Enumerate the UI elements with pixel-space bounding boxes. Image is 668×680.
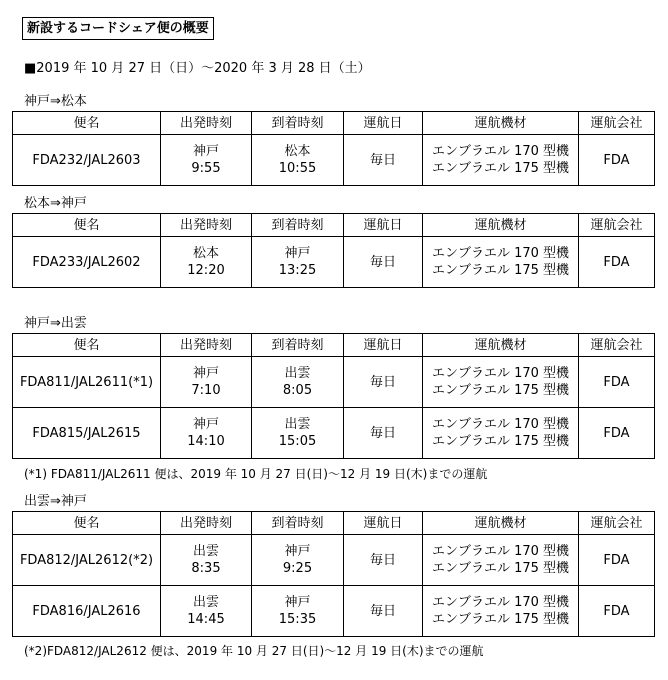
aircraft-type-1: エンブラエル 170 型機: [431, 544, 570, 559]
header-departure: 出発時刻: [161, 214, 252, 237]
departure-cell: [161, 586, 252, 637]
flight-number: FDA816/JAL2616: [13, 586, 161, 637]
departure-place: 出雲: [192, 544, 219, 559]
departure-time: 14:10: [187, 434, 225, 449]
aircraft-type-2: エンブラエル 175 型機: [431, 263, 570, 278]
arrival-time: 8:05: [282, 383, 313, 398]
header-arrival: 到着時刻: [252, 112, 344, 135]
departure-cell: [161, 535, 252, 586]
arrival-cell: [252, 408, 344, 459]
aircraft-type-2: エンブラエル 175 型機: [431, 434, 570, 449]
table-row: [13, 535, 655, 586]
route-izumo-kobe: 出雲⇒神戸: [24, 494, 87, 509]
arrival-cell: [252, 357, 344, 408]
header-arrival: 到着時刻: [252, 214, 344, 237]
arrival-place: 出雲: [284, 417, 311, 432]
operator: FDA: [579, 535, 655, 586]
header-days: 運航日: [344, 512, 423, 535]
operation-days: 毎日: [344, 357, 423, 408]
aircraft-type-1: エンブラエル 170 型機: [431, 595, 570, 610]
header-row: [13, 214, 655, 237]
departure-time: 7:10: [191, 383, 221, 398]
operator: FDA: [579, 357, 655, 408]
arrival-cell: [252, 586, 344, 637]
header-row: [13, 512, 655, 535]
header-flight: 便名: [13, 112, 161, 135]
header-departure: 出発時刻: [161, 112, 252, 135]
arrival-place: 松本: [284, 144, 311, 159]
flight-number: FDA815/JAL2615: [13, 408, 161, 459]
departure-cell: [161, 408, 252, 459]
header-days: 運航日: [344, 334, 423, 357]
schedule-table-matsumoto-kobe: [12, 213, 655, 288]
operation-period: ■2019 年 10 月 27 日（日）～2020 年 3 月 28 日（土）: [24, 61, 371, 76]
header-arrival: 到着時刻: [252, 512, 344, 535]
header-days: 運航日: [344, 214, 423, 237]
aircraft-type-2: エンブラエル 175 型機: [431, 612, 570, 627]
aircraft-type-1: エンブラエル 170 型機: [431, 144, 570, 159]
route-kobe-matsumoto: 神戸⇒松本: [24, 94, 87, 109]
departure-cell: [161, 237, 252, 288]
arrival-cell: [252, 535, 344, 586]
departure-time: 14:45: [187, 612, 225, 627]
table-row: [13, 408, 655, 459]
departure-time: 8:35: [191, 561, 221, 576]
aircraft-cell: [423, 357, 579, 408]
departure-place: 松本: [192, 246, 219, 261]
operator: FDA: [579, 237, 655, 288]
table-row: [13, 586, 655, 637]
flight-number: FDA233/JAL2602: [13, 237, 161, 288]
document-title: 新設するコードシェア便の概要: [22, 17, 214, 40]
header-operator: 運航会社: [579, 334, 655, 357]
operator: FDA: [579, 135, 655, 186]
aircraft-type-1: エンブラエル 170 型機: [431, 246, 570, 261]
arrival-cell: [252, 135, 344, 186]
departure-place: 神戸: [192, 144, 219, 159]
arrival-place: 神戸: [284, 595, 311, 610]
header-operator: 運航会社: [579, 214, 655, 237]
header-arrival: 到着時刻: [252, 334, 344, 357]
header-operator: 運航会社: [579, 512, 655, 535]
aircraft-cell: [423, 237, 579, 288]
aircraft-cell: [423, 135, 579, 186]
header-flight: 便名: [13, 334, 161, 357]
operator: FDA: [579, 586, 655, 637]
departure-cell: [161, 357, 252, 408]
operation-days: 毎日: [344, 408, 423, 459]
operation-days: 毎日: [344, 135, 423, 186]
arrival-time: 15:35: [278, 612, 317, 627]
route-matsumoto-kobe: 松本⇒神戸: [24, 196, 87, 211]
aircraft-cell: [423, 535, 579, 586]
arrival-time: 15:05: [278, 434, 317, 449]
flight-number: FDA232/JAL2603: [13, 135, 161, 186]
table-row: [13, 135, 655, 186]
aircraft-cell: [423, 586, 579, 637]
aircraft-cell: [423, 408, 579, 459]
header-aircraft: 運航機材: [423, 334, 579, 357]
aircraft-type-2: エンブラエル 175 型機: [431, 383, 570, 398]
header-aircraft: 運航機材: [423, 112, 579, 135]
schedule-table-kobe-izumo: [12, 333, 655, 459]
arrival-place: 出雲: [284, 366, 311, 381]
departure-place: 神戸: [192, 366, 219, 381]
table-row: [13, 237, 655, 288]
aircraft-type-1: エンブラエル 170 型機: [431, 366, 570, 381]
aircraft-type-2: エンブラエル 175 型機: [431, 561, 570, 576]
operation-days: 毎日: [344, 586, 423, 637]
operation-days: 毎日: [344, 535, 423, 586]
departure-time: 9:55: [191, 161, 221, 176]
footnote-2: (*2)FDA812/JAL2612 便は、2019 年 10 月 27 日(日)～12 月 19 日(木)までの運航: [24, 644, 484, 658]
arrival-time: 13:25: [278, 263, 317, 278]
route-kobe-izumo: 神戸⇒出雲: [24, 316, 87, 331]
departure-cell: [161, 135, 252, 186]
aircraft-type-2: エンブラエル 175 型機: [431, 161, 570, 176]
header-row: [13, 334, 655, 357]
header-departure: 出発時刻: [161, 512, 252, 535]
header-departure: 出発時刻: [161, 334, 252, 357]
operator: FDA: [579, 408, 655, 459]
header-days: 運航日: [344, 112, 423, 135]
header-aircraft: 運航機材: [423, 512, 579, 535]
schedule-table-kobe-matsumoto: [12, 111, 655, 186]
arrival-place: 神戸: [284, 544, 311, 559]
arrival-cell: [252, 237, 344, 288]
header-flight: 便名: [13, 214, 161, 237]
footnote-1: (*1) FDA811/JAL2611 便は、2019 年 10 月 27 日(日)～12 月 19 日(木)までの運航: [24, 467, 488, 481]
aircraft-type-1: エンブラエル 170 型機: [431, 417, 570, 432]
header-operator: 運航会社: [579, 112, 655, 135]
departure-time: 12:20: [187, 263, 225, 278]
departure-place: 神戸: [192, 417, 219, 432]
schedule-table-izumo-kobe: [12, 511, 655, 637]
arrival-time: 10:55: [278, 161, 317, 176]
header-flight: 便名: [13, 512, 161, 535]
operation-days: 毎日: [344, 237, 423, 288]
header-aircraft: 運航機材: [423, 214, 579, 237]
header-row: [13, 112, 655, 135]
arrival-place: 神戸: [284, 246, 311, 261]
departure-place: 出雲: [192, 595, 219, 610]
table-row: [13, 357, 655, 408]
flight-number: FDA811/JAL2611(*1): [13, 357, 161, 408]
arrival-time: 9:25: [282, 561, 313, 576]
flight-number: FDA812/JAL2612(*2): [13, 535, 161, 586]
